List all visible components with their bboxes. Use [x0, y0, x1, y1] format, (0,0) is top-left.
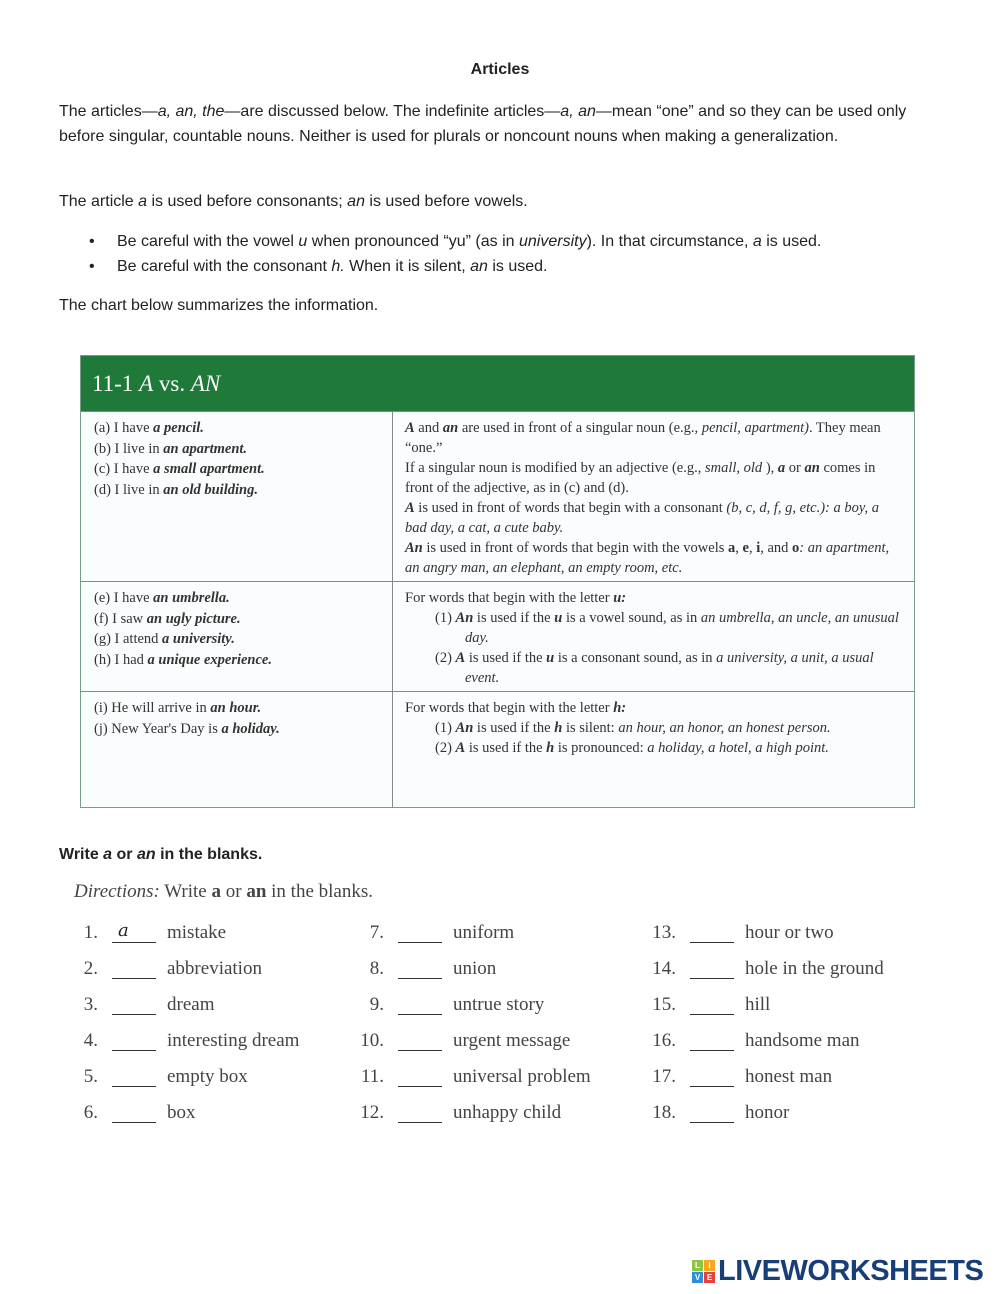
item-number: 6.	[83, 1102, 98, 1123]
item-word: universal problem	[453, 1066, 591, 1087]
item-number: 13.	[652, 922, 676, 943]
text-segment: (f) I saw	[94, 610, 147, 627]
text-segment: Directions:	[74, 881, 160, 902]
text-segment: is used if the	[473, 610, 555, 626]
text-segment: u:	[613, 590, 627, 606]
logo-letter-block: V	[692, 1272, 703, 1283]
text-segment: pencil, apartment)	[701, 420, 809, 436]
example-line	[94, 588, 392, 609]
item-number: 10.	[360, 1030, 384, 1051]
answer-blank[interactable]	[690, 942, 734, 943]
explanation-line	[405, 698, 904, 718]
text-segment: an	[804, 460, 820, 476]
grammar-chart	[80, 355, 915, 808]
text-segment: an old building.	[163, 481, 258, 498]
item-word: abbreviation	[167, 958, 262, 979]
logo-text: LIVEWORKSHEETS	[718, 1255, 984, 1287]
item-word: urgent message	[453, 1030, 571, 1051]
item-number: 14.	[652, 958, 676, 979]
item-word: dream	[167, 994, 215, 1015]
text-segment: is a vowel sound, as in	[562, 610, 701, 626]
example-line	[94, 439, 392, 460]
text-segment: a	[752, 233, 762, 250]
item-number: 7.	[369, 922, 384, 943]
explanation-line	[405, 588, 904, 608]
text-segment: (b, c, d, f, g, etc.): a boy, a bad day, a cat, a cute baby.	[405, 500, 879, 536]
text-segment: and	[414, 420, 443, 436]
text-segment: (c) I have	[94, 461, 154, 477]
text-segment: . They mean “one.”	[405, 420, 881, 456]
text-segment: is used.	[761, 233, 822, 250]
item-word: mistake	[167, 922, 227, 943]
text-segment: i	[756, 540, 761, 556]
item-number: 4.	[83, 1030, 98, 1051]
text-segment: (a) I have	[94, 420, 154, 436]
text-segment: AN	[190, 371, 221, 396]
answer-blank[interactable]	[112, 942, 156, 943]
text-segment: or	[221, 881, 247, 902]
text-segment: is used if the	[473, 720, 555, 736]
answer-blank[interactable]	[398, 942, 442, 943]
example-line	[94, 480, 392, 501]
answer-blank[interactable]	[112, 1050, 156, 1051]
answer-blank[interactable]	[398, 1014, 442, 1015]
text-segment: a	[211, 881, 221, 902]
explanation-line	[405, 498, 904, 538]
item-number: 15.	[652, 994, 676, 1015]
text-segment: a unique experience.	[147, 651, 272, 668]
text-segment: (e) I have	[94, 590, 154, 606]
text-segment: small, old	[704, 460, 763, 476]
example-line	[94, 650, 392, 671]
bullet-list	[89, 229, 821, 279]
item-word: interesting dream	[167, 1030, 300, 1051]
chart-row	[81, 581, 914, 692]
text-segment: h	[546, 740, 555, 756]
chart-row	[81, 691, 914, 808]
text-segment: in the blanks.	[266, 881, 374, 902]
example-line	[94, 698, 392, 719]
item-number: 2.	[83, 958, 98, 979]
explanation-line	[435, 648, 904, 688]
text-segment: or	[112, 846, 137, 863]
text-segment: A	[139, 371, 154, 396]
text-segment: or	[785, 460, 805, 476]
text-segment: an	[136, 846, 156, 863]
text-segment: Write	[59, 846, 104, 863]
explanation-line	[435, 738, 904, 758]
chart-explanation-cell	[393, 582, 914, 692]
text-segment: u	[298, 233, 308, 250]
answer-blank[interactable]	[690, 1014, 734, 1015]
text-segment: vs.	[153, 371, 191, 396]
text-segment: —mean “one” and so they can be used only before singular, countable nouns. Neither is used for plurals or noncount nouns when making a generalization.	[59, 103, 907, 145]
example-line	[94, 719, 392, 740]
item-number: 11.	[360, 1066, 384, 1087]
page-title: Articles	[470, 61, 530, 78]
answer-blank[interactable]	[690, 1050, 734, 1051]
example-line	[94, 609, 392, 630]
text-segment: is a consonant sound, as in	[554, 650, 717, 666]
chart-examples-cell	[81, 412, 393, 582]
chart-examples-cell	[81, 692, 393, 808]
text-segment: a, an	[560, 103, 596, 120]
text-segment: when pronounced “yu” (as in	[307, 233, 519, 250]
text-segment: The article	[59, 193, 139, 210]
item-number: 16.	[652, 1030, 676, 1051]
text-segment: ),	[762, 460, 778, 476]
item-number: 5.	[83, 1066, 98, 1087]
explanation-line	[435, 718, 904, 738]
answer-blank[interactable]	[112, 1086, 156, 1087]
explanation-line	[405, 418, 904, 458]
summary-paragraph	[59, 293, 939, 318]
text-segment: a university.	[162, 631, 235, 647]
item-number: 8.	[369, 958, 384, 979]
text-segment: a	[103, 846, 113, 863]
text-segment: (b) I live in	[94, 440, 164, 457]
item-word: honor	[745, 1102, 790, 1123]
answer-blank[interactable]	[690, 1086, 734, 1087]
text-segment: A	[455, 740, 466, 756]
item-word: empty box	[167, 1066, 248, 1087]
text-segment: h	[554, 720, 563, 736]
text-segment: For words that begin with the letter	[405, 700, 614, 716]
text-segment: u	[546, 650, 555, 666]
text-segment: is used if the	[465, 740, 547, 756]
text-segment: an	[246, 881, 267, 902]
text-segment: are used in front of a singular noun (e.g.,	[458, 420, 702, 436]
text-segment: : an apartment, an angry man, an elephant, an empty room, etc.	[405, 540, 890, 576]
item-word: box	[167, 1102, 196, 1123]
intro-paragraph	[59, 99, 939, 149]
liveworksheets-logo	[692, 1255, 983, 1288]
text-segment: ,	[735, 540, 743, 556]
text-segment: , and	[760, 540, 793, 556]
answer-blank[interactable]	[112, 978, 156, 979]
item-number: 18.	[652, 1102, 676, 1123]
text-segment: a holiday.	[221, 720, 280, 737]
text-segment: ,	[748, 540, 757, 556]
text-segment: If a singular noun is modified by an adjective (e.g.,	[405, 460, 705, 476]
answer-blank[interactable]	[690, 978, 734, 979]
example-line	[94, 459, 392, 480]
text-segment: an ugly picture.	[146, 610, 241, 627]
text-segment: a, an, the	[157, 103, 225, 120]
text-segment: is used before consonants;	[147, 193, 348, 210]
text-segment: a holiday, a hotel, a high point.	[647, 740, 829, 756]
text-segment: a	[777, 460, 786, 476]
text-segment: a	[728, 540, 736, 556]
text-segment: A	[405, 420, 415, 436]
chart-examples-cell	[81, 582, 393, 692]
answer-blank[interactable]	[112, 1122, 156, 1123]
item-number: 17.	[652, 1066, 676, 1087]
text-segment: an	[347, 193, 365, 210]
text-segment: is used if the	[465, 650, 547, 666]
text-segment: h.	[331, 258, 345, 275]
text-segment: ). In that circumstance,	[586, 233, 753, 250]
example-line	[94, 629, 392, 650]
text-segment: (g) I attend	[94, 631, 163, 647]
text-segment: a	[138, 193, 148, 210]
text-segment: Be careful with the consonant	[117, 258, 332, 275]
text-segment: An	[405, 540, 423, 556]
item-word: honest man	[745, 1066, 833, 1087]
text-segment: For words that begin with the letter	[405, 590, 614, 606]
text-segment: The chart below summarizes the information.	[59, 297, 379, 314]
text-segment: is used in front of words that begin with the vowels	[422, 540, 729, 556]
item-word: hill	[745, 994, 771, 1015]
explanation-line	[405, 458, 904, 498]
exercise-title	[59, 846, 262, 864]
text-segment: an umbrella, an uncle, an unusual day.	[465, 610, 899, 646]
text-segment: a pencil.	[153, 420, 204, 436]
text-segment: in the blanks.	[155, 846, 263, 863]
text-segment: comes in front of the adjective, as in (c) and (d).	[405, 460, 876, 496]
answer-blank[interactable]	[690, 1122, 734, 1123]
text-segment: an apartment.	[163, 440, 248, 457]
text-segment: (1)	[435, 610, 456, 626]
text-segment: —are discussed below. The indefinite articles—	[224, 103, 561, 120]
text-segment: is silent:	[562, 720, 619, 736]
example-line	[94, 418, 392, 439]
text-segment: (j) New Year's Day is	[94, 720, 222, 737]
item-word: untrue story	[453, 994, 545, 1015]
answer-blank[interactable]	[112, 1014, 156, 1015]
bullet-item	[89, 229, 821, 254]
text-segment: The articles—	[59, 103, 158, 120]
item-word: uniform	[453, 922, 515, 943]
text-segment: a small apartment.	[153, 461, 265, 477]
text-segment: an hour.	[210, 700, 262, 716]
text-segment: a university, a unit, a usual event.	[465, 650, 874, 686]
chart-explanation-cell	[393, 692, 914, 808]
text-segment: An	[455, 610, 474, 626]
item-number: 1.	[83, 922, 98, 943]
item-word: handsome man	[745, 1030, 860, 1051]
text-segment: (i) He will arrive in	[94, 700, 211, 716]
explanation-line	[435, 608, 904, 648]
text-segment: is used in front of words that begin with a consonant	[414, 500, 727, 516]
text-segment: is used before vowels.	[364, 193, 528, 210]
chart-row	[81, 411, 914, 582]
text-segment: Write	[159, 881, 212, 902]
text-segment: an	[470, 258, 488, 275]
text-segment: Be careful with the vowel	[117, 233, 299, 250]
text-segment: e	[742, 540, 749, 556]
logo-letter-block: E	[704, 1272, 715, 1283]
text-segment: (d) I live in	[94, 481, 164, 498]
text-segment: 11-1	[92, 371, 140, 396]
text-segment: (1)	[435, 720, 456, 736]
item-word: hole in the ground	[745, 958, 884, 979]
text-segment: is pronounced:	[554, 740, 648, 756]
chart-explanation-cell	[393, 412, 914, 582]
text-segment: an	[442, 420, 459, 436]
answer-text[interactable]: a	[118, 920, 129, 941]
text-segment: An	[455, 720, 474, 736]
item-word: union	[453, 958, 497, 979]
text-segment: (h) I had	[94, 651, 148, 668]
item-number: 9.	[369, 994, 384, 1015]
text-segment: is used.	[487, 258, 548, 275]
text-segment: an umbrella.	[153, 590, 230, 606]
chart-header	[81, 356, 914, 411]
exercise-directions	[74, 881, 373, 903]
bullet-item	[89, 254, 821, 279]
text-segment: When it is silent,	[344, 258, 471, 275]
text-segment: an hour, an honor, an honest person.	[618, 720, 831, 736]
text-segment: (2)	[435, 650, 456, 666]
answer-blank[interactable]	[398, 1086, 442, 1087]
text-segment: h:	[613, 700, 627, 716]
answer-blank[interactable]	[398, 978, 442, 979]
item-number: 12.	[360, 1102, 384, 1123]
item-number: 3.	[83, 994, 98, 1015]
article-rule-paragraph	[59, 189, 939, 214]
logo-letter-block: L	[692, 1260, 703, 1271]
text-segment: u	[554, 610, 563, 626]
text-segment: (2)	[435, 740, 456, 756]
explanation-line	[405, 538, 904, 578]
answer-blank[interactable]	[398, 1122, 442, 1123]
item-word: unhappy child	[453, 1102, 562, 1123]
item-word: hour or two	[745, 922, 834, 943]
text-segment: A	[455, 650, 466, 666]
logo-blocks-icon	[692, 1260, 715, 1283]
text-segment: o	[792, 540, 800, 556]
text-segment: university	[519, 233, 587, 250]
text-segment: A	[405, 500, 415, 516]
logo-letter-block: I	[704, 1260, 715, 1271]
answer-blank[interactable]	[398, 1050, 442, 1051]
